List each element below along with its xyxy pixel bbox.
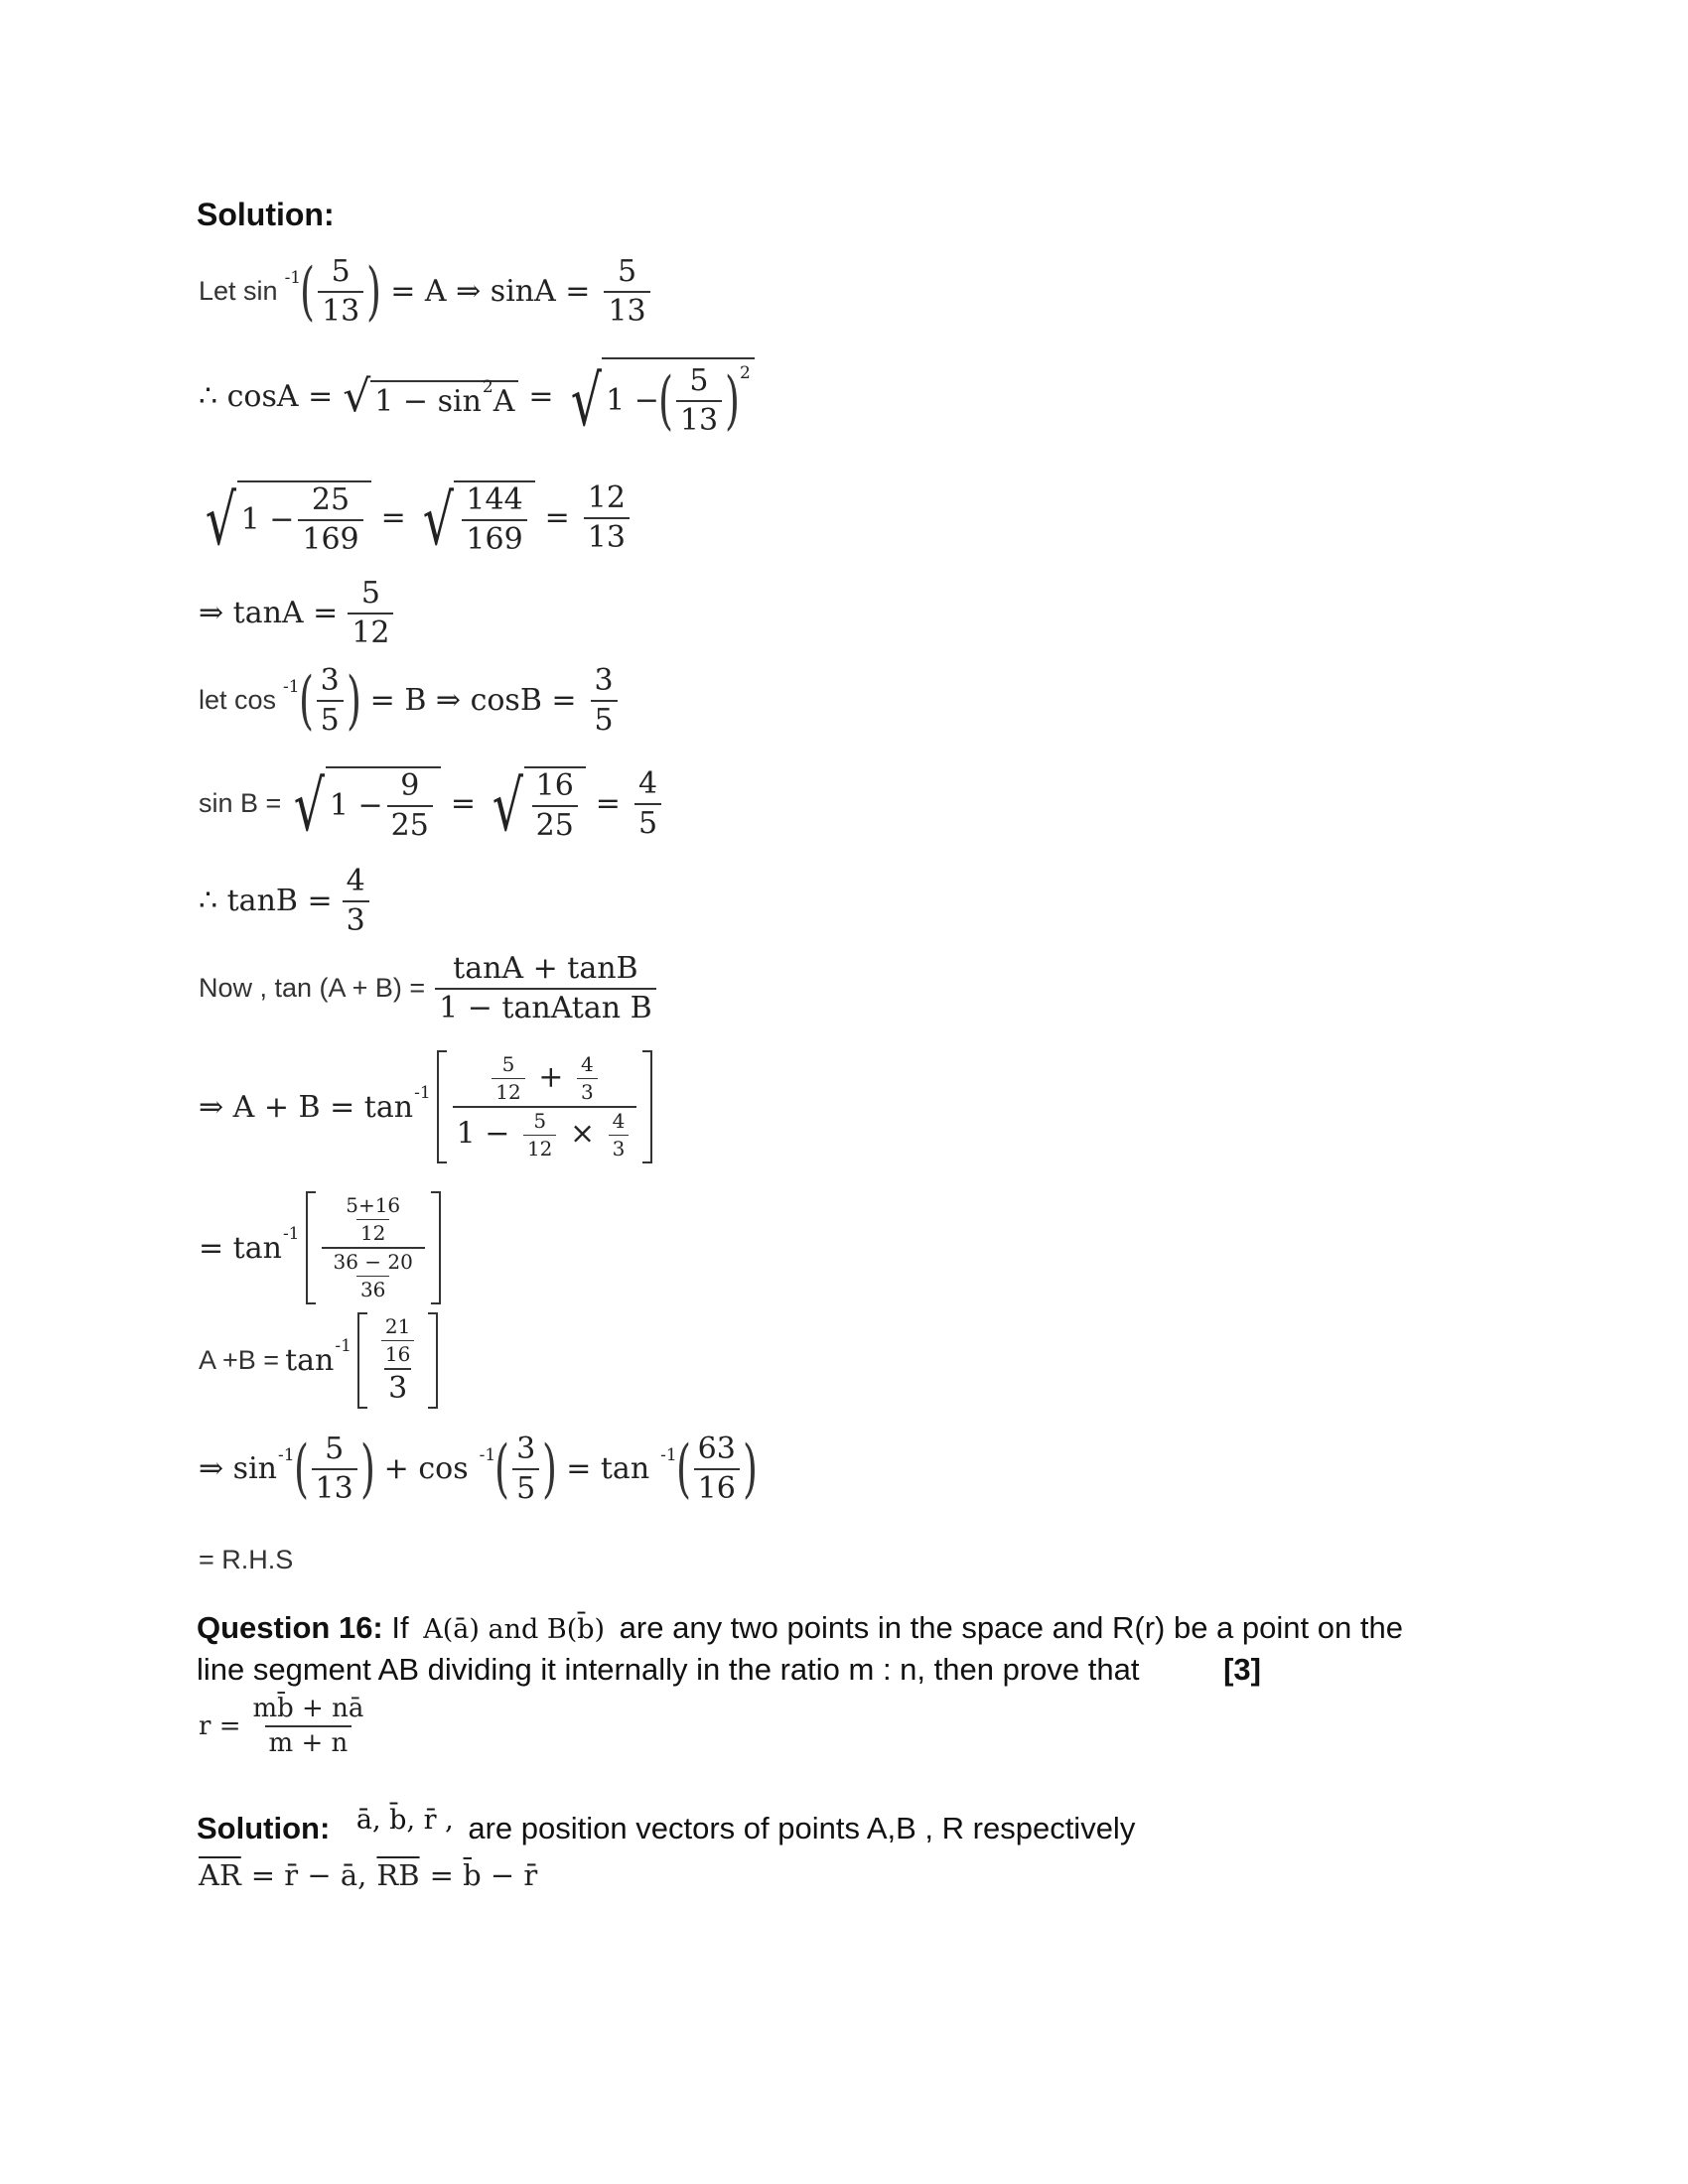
- equation-line-6: sin B = √ 1 − $\frac{9}{25}$ = √ $\frac{16}{25}$ = $\frac{4}{5}$: [199, 766, 665, 841]
- solution-2-line: Solution: ā, b̄, r̄ , are position vectors of points A,B , R respectively: [197, 1805, 1136, 1845]
- equation-line-13: = R.H.S: [199, 1545, 294, 1574]
- fraction: $\frac{mb̄ + nā}{m + n}$: [252, 1694, 364, 1759]
- square-root: √ $\frac{16}{25}$: [486, 766, 586, 841]
- square-root: √ 1 − sin 2 A: [343, 375, 518, 419]
- equation-line-8: Now , tan (A + B) = $\frac{\tan A + \tan B}{\text{1 − tanAtan B}}$: [199, 953, 660, 1024]
- solution-heading: Solution:: [197, 197, 335, 232]
- question-16-line-1: Question 16: If A(ā) and B(b̄) are any two points in the space and R(r) be a point on the: [197, 1610, 1403, 1645]
- vector-equation: $\overline{AR}$ = r̄ − ā, $\overline{RB}$ = b̄ − r̄: [199, 1858, 538, 1892]
- vector-list: ā, b̄, r̄ ,: [355, 1805, 454, 1836]
- points-notation: A(ā) and B(b̄): [423, 1614, 606, 1645]
- equation-line-3: √ 1 − $\frac{25}{169}$ = √ $\frac{144}{169}$ = $\frac{12}{13}$: [199, 480, 633, 555]
- square-root: √ 1 − $\frac{25}{169}$: [199, 480, 371, 555]
- fraction: $\frac{4}{3}$: [343, 866, 369, 936]
- fraction: $\frac{\tan A + \tan B}{\text{1 − tanAtan B}}$: [435, 953, 656, 1024]
- question-16-line-2: line segment AB dividing it internally in the ratio m : n, then prove that [3]: [197, 1652, 1261, 1687]
- equation-line-4: ⇒ tanA = $\frac{5}{12}$: [199, 578, 397, 648]
- bracket-expression: $\frac{\frac{21}{16}}{3}$: [357, 1312, 438, 1409]
- fraction: $\frac{3}{5}$: [512, 1433, 539, 1504]
- equation-line-2: ∴ cosA = √ 1 − sin 2 A = √ 1 − ( $\frac{5}{13}$ ) 2: [199, 357, 755, 436]
- equation-line-1: Let sin -1 ( $\frac{5}{13}$ ) = A ⇒ sinA = $\frac{5}{13}$: [199, 256, 654, 327]
- equation-line-9: ⇒ A + B = tan -1 $\frac{5}{12}$ + $\frac{4}{3}$ 1 − $\frac{5}{12}$ × $\frac{4}{3}$: [199, 1050, 652, 1163]
- equation-line-5: let cos -1 ( $\frac{3}{5}$ ) = B ⇒ cosB = $\frac{3}{5}$: [199, 665, 622, 736]
- fraction: $\frac{4}{5}$: [634, 768, 661, 839]
- solution-heading-2: Solution:: [197, 1811, 331, 1845]
- question-label: Question 16:: [197, 1610, 383, 1645]
- fraction: $\frac{5}{13}$: [312, 1433, 357, 1504]
- equation-line-7: ∴ tanB = $\frac{4}{3}$: [199, 866, 373, 936]
- equation-line-11: A +B = tan -1 $\frac{\frac{21}{16}}{3}$: [199, 1312, 438, 1409]
- fraction: $\frac{3}{5}$: [591, 665, 618, 736]
- fraction: $\frac{5}{12}$: [348, 578, 393, 648]
- fraction: $\frac{3}{5}$: [317, 665, 344, 736]
- fraction: $\frac{5}{13}$: [318, 256, 363, 327]
- bracket-expression: $\frac{\frac{5+16}{12}}{\frac{36 - 20}{36}}$: [306, 1191, 441, 1304]
- equation-line-12: ⇒ sin -1 ( $\frac{5}{13}$ ) + cos -1 ( $\frac{3}{5}$ ) = tan -1 ( $\frac{63}{16}$ ): [199, 1432, 758, 1506]
- square-root: √ $\frac{144}{169}$: [416, 480, 535, 555]
- fraction: $\frac{5}{13}$: [604, 256, 649, 327]
- question-16-formula: r = $\frac{mb̄ + nā}{m + n}$: [199, 1696, 371, 1758]
- square-root: √ 1 − $\frac{9}{25}$: [287, 766, 441, 841]
- fraction: $\frac{12}{13}$: [584, 482, 630, 553]
- bracket-expression: $\frac{5}{12}$ + $\frac{4}{3}$ 1 − $\frac{5}{12}$ × $\frac{4}{3}$: [437, 1050, 653, 1163]
- equation-line-10: = tan -1 $\frac{\frac{5+16}{12}}{\frac{36 - 20}{36}}$: [199, 1191, 441, 1304]
- fraction: $\frac{63}{16}$: [694, 1433, 740, 1504]
- marks-label: [3]: [1223, 1652, 1261, 1687]
- square-root: √ 1 − ( $\frac{5}{13}$ ) 2: [564, 357, 755, 436]
